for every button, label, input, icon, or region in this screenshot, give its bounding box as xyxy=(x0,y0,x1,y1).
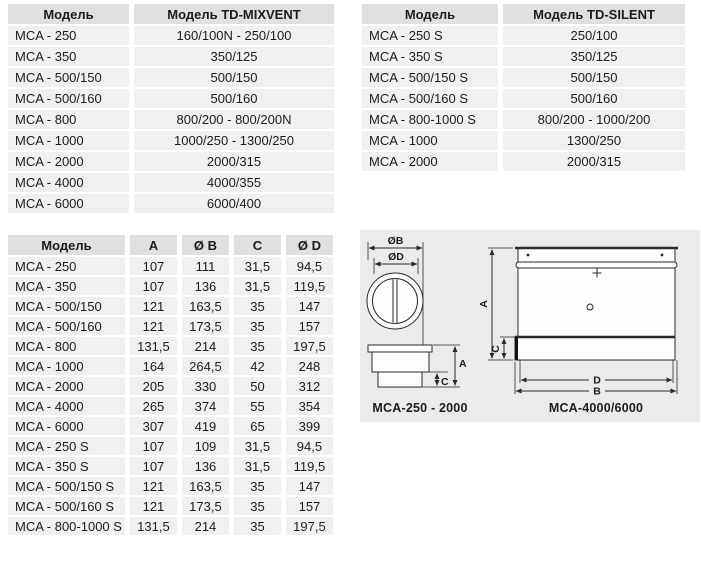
table-row xyxy=(8,277,333,295)
model-cell: MCA - 500/150 xyxy=(8,68,129,87)
dim-label-c-left: C xyxy=(441,376,449,388)
value-cell: 121 xyxy=(130,477,177,495)
table-row xyxy=(8,89,334,108)
table-row xyxy=(8,257,333,275)
value-cell: 107 xyxy=(130,277,177,295)
screw-dot-right xyxy=(661,254,664,257)
model-cell: MCA - 4000 xyxy=(8,173,129,192)
value-cell: 350/125 xyxy=(134,47,334,66)
drain-hole xyxy=(587,304,593,310)
value-cell: 214 xyxy=(182,337,229,355)
value-cell: 35 xyxy=(234,337,281,355)
value-cell: 109 xyxy=(182,437,229,455)
column-header: Модель xyxy=(8,4,129,24)
table-row xyxy=(8,152,334,171)
table-row xyxy=(8,377,333,395)
value-cell: 173,5 xyxy=(182,317,229,335)
table-row xyxy=(362,89,685,108)
column-header: Модель xyxy=(362,4,498,24)
table-row xyxy=(362,26,685,45)
table-header-row xyxy=(8,4,334,24)
value-cell: 354 xyxy=(286,397,333,415)
table-row xyxy=(8,397,333,415)
value-cell: 136 xyxy=(182,457,229,475)
bottom-flange xyxy=(515,337,675,360)
value-cell: 35 xyxy=(234,297,281,315)
value-cell: 160/100N - 250/100 xyxy=(134,26,334,45)
table-row xyxy=(8,68,334,87)
value-cell: 350/125 xyxy=(503,47,685,66)
model-cell: MCA - 6000 xyxy=(8,417,125,435)
dim-label-ob: ØB xyxy=(387,235,404,247)
value-cell: 163,5 xyxy=(182,477,229,495)
value-cell: 131,5 xyxy=(130,517,177,535)
model-cell: MCA - 1000 xyxy=(362,131,498,150)
value-cell: 107 xyxy=(130,257,177,275)
value-cell: 800/200 - 800/200N xyxy=(134,110,334,129)
model-cell: MCA - 800 xyxy=(8,337,125,355)
value-cell: 35 xyxy=(234,477,281,495)
value-cell: 419 xyxy=(182,417,229,435)
table-row xyxy=(8,337,333,355)
value-cell: 500/160 xyxy=(134,89,334,108)
value-cell: 147 xyxy=(286,297,333,315)
table-row xyxy=(8,173,334,192)
dimensions-table xyxy=(3,233,338,537)
value-cell: 42 xyxy=(234,357,281,375)
casing-bead xyxy=(516,262,677,268)
model-cell: MCA - 6000 xyxy=(8,194,129,213)
model-cell: MCA - 250 S xyxy=(8,437,125,455)
table-row xyxy=(8,194,334,213)
value-cell: 500/150 xyxy=(503,68,685,87)
table-row xyxy=(8,317,333,335)
value-cell: 35 xyxy=(234,517,281,535)
mixvent-model-table xyxy=(3,2,339,215)
value-cell: 31,5 xyxy=(234,257,281,275)
technical-drawing-panel xyxy=(360,230,700,422)
value-cell: 399 xyxy=(286,417,333,435)
value-cell: 248 xyxy=(286,357,333,375)
left-drawing-caption: MCA-250 - 2000 xyxy=(372,401,468,415)
value-cell: 107 xyxy=(130,457,177,475)
model-cell: MCA - 500/150 xyxy=(8,297,125,315)
value-cell: 65 xyxy=(234,417,281,435)
model-cell: MCA - 1000 xyxy=(8,131,129,150)
value-cell: 500/150 xyxy=(134,68,334,87)
value-cell: 2000/315 xyxy=(503,152,685,171)
value-cell: 94,5 xyxy=(286,437,333,455)
value-cell: 94,5 xyxy=(286,257,333,275)
front-view-drawing xyxy=(367,235,468,415)
value-cell: 111 xyxy=(182,257,229,275)
model-cell: MCA - 250 S xyxy=(362,26,498,45)
model-cell: MCA - 2000 xyxy=(362,152,498,171)
value-cell: 50 xyxy=(234,377,281,395)
table-row xyxy=(8,357,333,375)
table-row xyxy=(362,110,685,129)
value-cell: 55 xyxy=(234,397,281,415)
model-cell: MCA - 250 xyxy=(8,26,129,45)
model-cell: MCA - 350 S xyxy=(8,457,125,475)
model-cell: MCA - 800-1000 S xyxy=(8,517,125,535)
model-cell: MCA - 800 xyxy=(8,110,129,129)
spigot-side-view xyxy=(378,372,422,387)
right-drawing-caption: MCA-4000/6000 xyxy=(548,401,644,415)
value-cell: 265 xyxy=(130,397,177,415)
model-cell: MCA - 500/160 S xyxy=(8,497,125,515)
model-cell: MCA - 500/160 xyxy=(8,317,125,335)
value-cell: 157 xyxy=(286,317,333,335)
value-cell: 307 xyxy=(130,417,177,435)
table-row xyxy=(8,497,333,515)
value-cell: 6000/400 xyxy=(134,194,334,213)
value-cell: 121 xyxy=(130,497,177,515)
table-row xyxy=(8,26,334,45)
value-cell: 197,5 xyxy=(286,517,333,535)
dim-label-od: ØD xyxy=(388,251,404,263)
model-cell: MCA - 350 xyxy=(8,277,125,295)
model-cell: MCA - 2000 xyxy=(8,152,129,171)
model-cell: MCA - 500/150 S xyxy=(8,477,125,495)
side-view-drawing xyxy=(478,248,678,415)
column-header: Ø D xyxy=(286,235,333,255)
value-cell: 264,5 xyxy=(182,357,229,375)
table-row xyxy=(362,68,685,87)
column-header: C xyxy=(234,235,281,255)
value-cell: 121 xyxy=(130,297,177,315)
model-cell: MCA - 500/150 S xyxy=(362,68,498,87)
table-header-row xyxy=(362,4,685,24)
value-cell: 119,5 xyxy=(286,457,333,475)
value-cell: 173,5 xyxy=(182,497,229,515)
table-row xyxy=(8,437,333,455)
model-cell: MCA - 4000 xyxy=(8,397,125,415)
column-header: Модель TD-SILENT xyxy=(503,4,685,24)
model-cell: MCA - 500/160 xyxy=(8,89,129,108)
value-cell: 800/200 - 1000/200 xyxy=(503,110,685,129)
table-row xyxy=(8,47,334,66)
value-cell: 4000/355 xyxy=(134,173,334,192)
table-header-row xyxy=(8,235,333,255)
flange-side-view xyxy=(368,345,432,352)
table-row xyxy=(8,457,333,475)
value-cell: 107 xyxy=(130,437,177,455)
column-header: A xyxy=(130,235,177,255)
value-cell: 330 xyxy=(182,377,229,395)
value-cell: 35 xyxy=(234,317,281,335)
model-cell: MCA - 350 xyxy=(8,47,129,66)
table-row xyxy=(362,131,685,150)
value-cell: 121 xyxy=(130,317,177,335)
value-cell: 119,5 xyxy=(286,277,333,295)
fan-dimension-drawing xyxy=(360,230,700,422)
dim-label-b: B xyxy=(593,385,601,398)
dim-label-a-left: A xyxy=(459,358,467,370)
value-cell: 31,5 xyxy=(234,437,281,455)
value-cell: 31,5 xyxy=(234,457,281,475)
inner-duct-circle xyxy=(373,279,418,324)
table-row xyxy=(8,297,333,315)
value-cell: 205 xyxy=(130,377,177,395)
column-header: Модель TD-MIXVENT xyxy=(134,4,334,24)
fan-casing xyxy=(518,248,675,337)
column-header: Ø B xyxy=(182,235,229,255)
table-row xyxy=(8,110,334,129)
value-cell: 250/100 xyxy=(503,26,685,45)
value-cell: 147 xyxy=(286,477,333,495)
table-row xyxy=(362,152,685,171)
model-cell: MCA - 2000 xyxy=(8,377,125,395)
table-row xyxy=(8,477,333,495)
value-cell: 164 xyxy=(130,357,177,375)
model-cell: MCA - 350 S xyxy=(362,47,498,66)
value-cell: 163,5 xyxy=(182,297,229,315)
value-cell: 2000/315 xyxy=(134,152,334,171)
value-cell: 1000/250 - 1300/250 xyxy=(134,131,334,150)
value-cell: 157 xyxy=(286,497,333,515)
table-row xyxy=(8,131,334,150)
table-row xyxy=(8,517,333,535)
value-cell: 374 xyxy=(182,397,229,415)
table-row xyxy=(362,47,685,66)
dim-label-d: D xyxy=(593,374,601,387)
model-cell: MCA - 1000 xyxy=(8,357,125,375)
model-cell: MCA - 800-1000 S xyxy=(362,110,498,129)
body-side-view xyxy=(372,352,429,372)
value-cell: 214 xyxy=(182,517,229,535)
dim-label-a-right: A xyxy=(478,300,490,308)
value-cell: 1300/250 xyxy=(503,131,685,150)
table-row xyxy=(8,417,333,435)
value-cell: 197,5 xyxy=(286,337,333,355)
value-cell: 136 xyxy=(182,277,229,295)
column-header: Модель xyxy=(8,235,125,255)
model-cell: MCA - 250 xyxy=(8,257,125,275)
value-cell: 31,5 xyxy=(234,277,281,295)
screw-dot-left xyxy=(527,254,530,257)
dim-label-c-right: C xyxy=(490,345,502,353)
silent-model-table xyxy=(357,2,690,173)
value-cell: 500/160 xyxy=(503,89,685,108)
model-cell: MCA - 500/160 S xyxy=(362,89,498,108)
value-cell: 35 xyxy=(234,497,281,515)
value-cell: 312 xyxy=(286,377,333,395)
value-cell: 131,5 xyxy=(130,337,177,355)
